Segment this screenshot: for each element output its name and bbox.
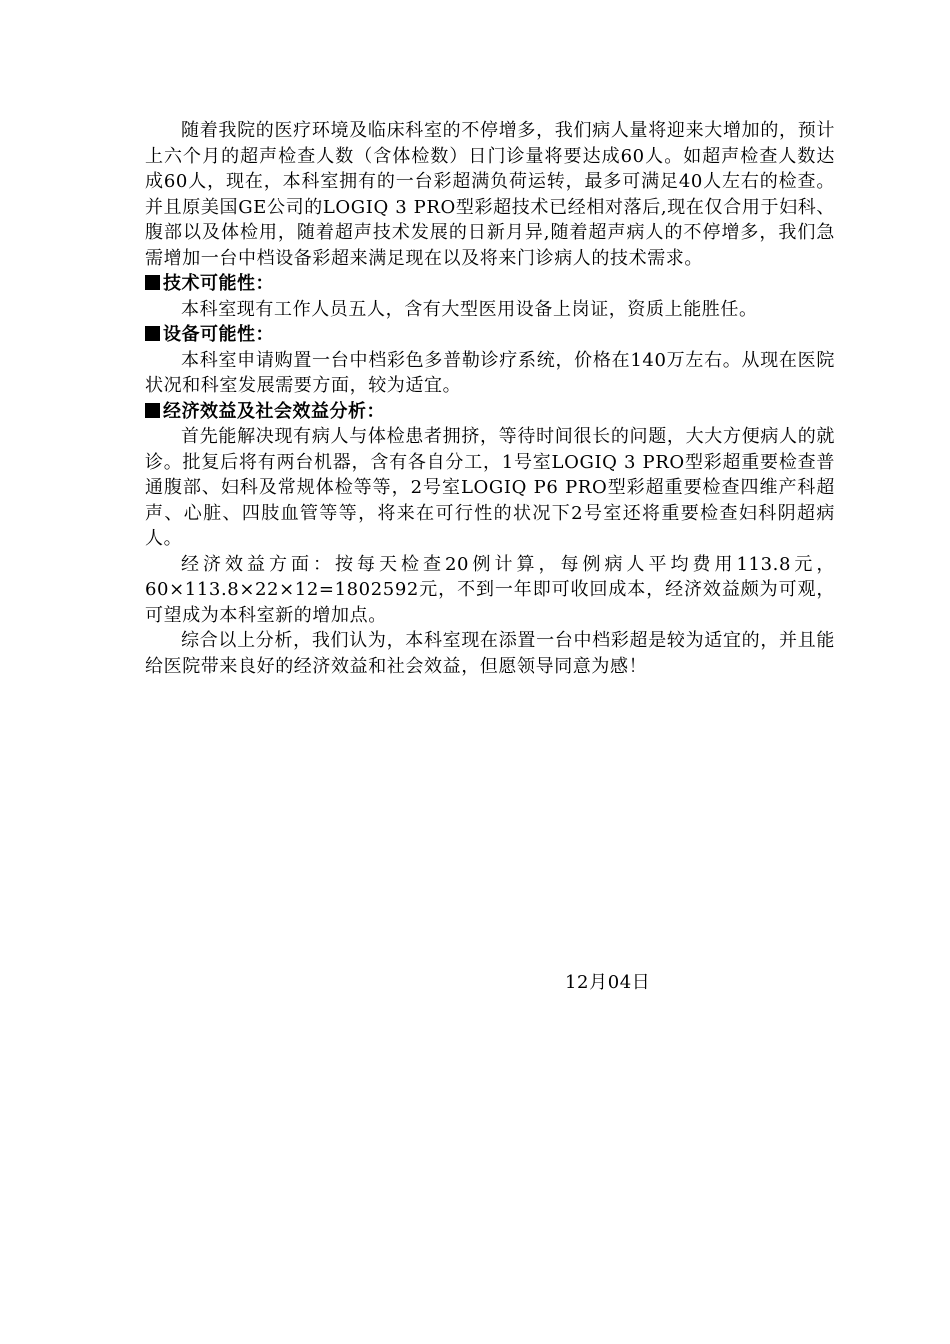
benefits-paragraph-2: 经济效益方面：按每天检查20例计算，每例病人平均费用113.8元，60×113.8×22×12=1802592元，不到一年即可收回成本，经济效益颇为可观，可望成为本科室新的增加点。 [145, 553, 835, 626]
section-heading-benefits [145, 399, 835, 425]
intro-paragraph: 随着我院的医疗环境及临床科室的不停增多，我们病人量将迎来大增加的，预计上六个月的超声检查人数（含体检数）日门诊量将要达成60人。如超声检查人数达成60人，现在，本科室拥有的一台彩超满负荷运转，最多可满足40人左右的检查。并且原美国GE公司的LOGIQ 3 PRO型彩超技术已经相对落后,现在仅合用于妇科、腹部以及体检用，随着超声技术发展的日新月异,随着超声病人的不停增多，我们急需增加一台中档设备彩超来满足现在以及将来门诊病人的技术需求。 [145, 120, 835, 269]
document-date: 12月04日 [565, 972, 651, 993]
benefits-paragraph-3: 综合以上分析，我们认为，本科室现在添置一台中档彩超是较为适宜的，并且能给医院带来良好的经济效益和社会效益，但愿领导同意为感！ [145, 630, 835, 677]
square-bullet-icon [145, 275, 160, 290]
square-bullet-icon [145, 326, 160, 341]
section-heading-technical [145, 271, 835, 297]
square-bullet-icon [145, 403, 160, 418]
benefits-paragraph-1: 首先能解决现有病人与体检患者拥挤，等待时间很长的问题，大大方便病人的就诊。批复后将有两台机器，含有各自分工，1号室LOGIQ 3 PRO型彩超重要检查普通腹部、妇科及常规体检等等，2号室LOGIQ P6 PRO型彩超重要检查四维产科超声、心脏、四肢血管等等，将来在可行性的状况下2号室还将重要检查妇科阴超病人。 [145, 426, 835, 549]
section-heading-label: 设备可能性： [163, 324, 274, 345]
equipment-paragraph: 本科室申请购置一台中档彩色多普勒诊疗系统，价格在140万左右。从现在医院状况和科室发展需要方面，较为适宜。 [145, 349, 835, 396]
section-heading-label: 技术可能性： [163, 273, 274, 294]
document-body [145, 118, 835, 679]
section-heading-equipment [145, 322, 835, 348]
section-heading-label: 经济效益及社会效益分析： [163, 400, 385, 422]
technical-paragraph: 本科室现有工作人员五人，含有大型医用设备上岗证，资质上能胜任。 [181, 298, 758, 320]
